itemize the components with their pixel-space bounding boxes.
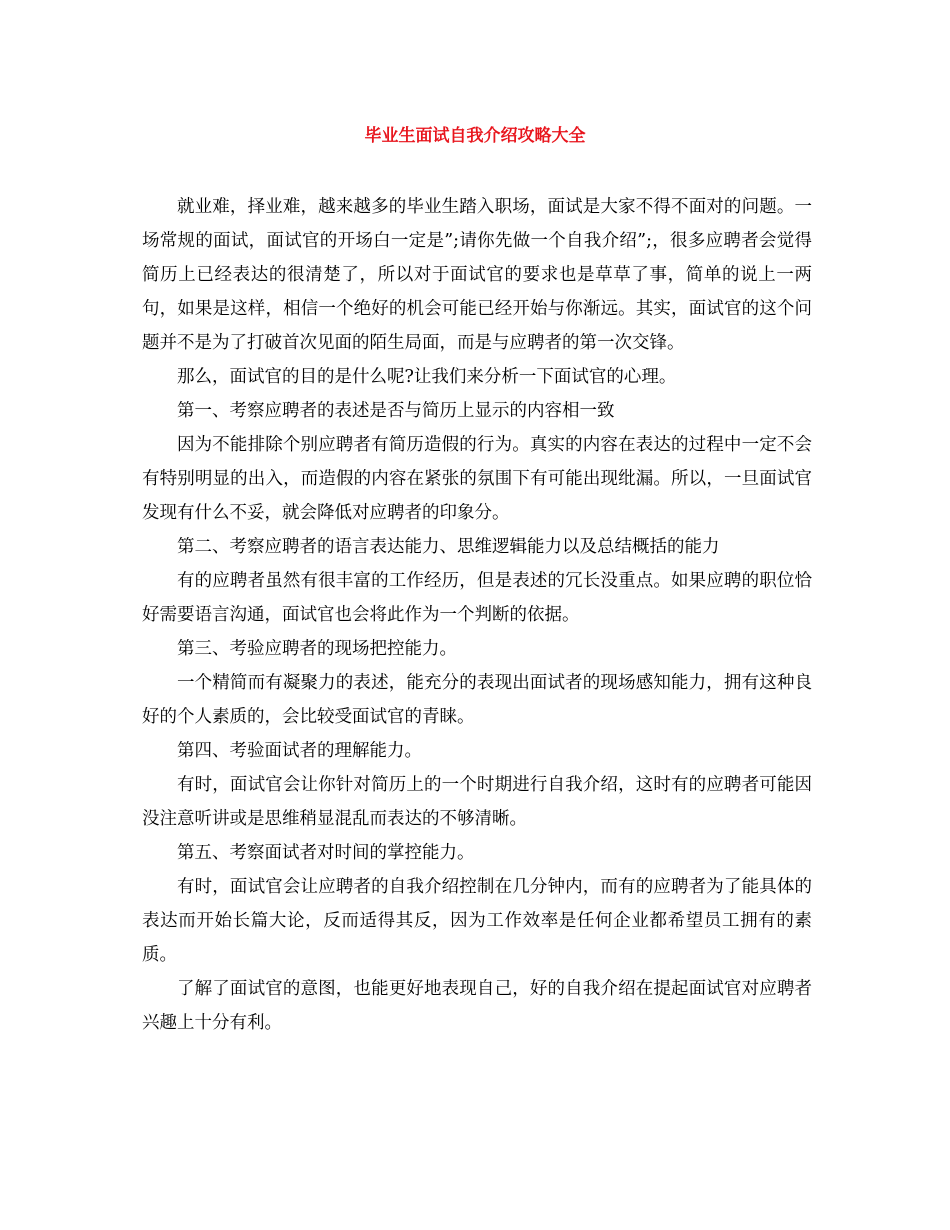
- paragraph-conclusion: 了解了面试官的意图，也能更好地表现自己，好的自我介绍在提起面试官对应聘者兴趣上十分有利。: [142, 979, 812, 1033]
- paragraph-point-4: 有时，面试官会让你针对简历上的一个时期进行自我介绍，这时有的应聘者可能因没注意听讲或是思维稍显混乱而表达的不够清晰。: [142, 775, 812, 829]
- paragraph-point-2: 有的应聘者虽然有很丰富的工作经历，但是表述的冗长没重点。如果应聘的职位恰好需要语言沟通，面试官也会将此作为一个判断的依据。: [142, 571, 812, 625]
- heading-point-3: 第三、考验应聘者的现场把控能力。: [177, 639, 457, 659]
- heading-point-2: 第二、考察应聘者的语言表达能力、思维逻辑能力以及总结概括的能力: [177, 537, 720, 557]
- paragraph-point-1: 因为不能排除个别应聘者有简历造假的行为。真实的内容在表达的过程中一定不会有特别明显的出入，而造假的内容在紧张的氛围下有可能出现纰漏。所以，一旦面试官发现有什么不妥，就会降低对应聘者的印象分。: [142, 435, 812, 523]
- document-body: [142, 190, 812, 1040]
- heading-point-4: 第四、考验面试者的理解能力。: [177, 741, 422, 761]
- paragraph-question: 那么，面试官的目的是什么呢?让我们来分析一下面试官的心理。: [177, 367, 677, 387]
- heading-point-5: 第五、考察面试者对时间的掌控能力。: [177, 843, 475, 863]
- paragraph-intro: 就业难，择业难，越来越多的毕业生踏入职场，面试是大家不得不面对的问题。一场常规的面试，面试官的开场白一定是”;请你先做一个自我介绍”;，很多应聘者会觉得简历上已经表达的很清楚了，所以对于面试官的要求也是草草了事，简单的说上一两句，如果是这样，相信一个绝好的机会可能已经开始与你渐远。其实，面试官的这个问题并不是为了打破首次见面的陌生局面，而是与应聘者的第一次交锋。: [142, 197, 812, 353]
- heading-point-1: 第一、考察应聘者的表述是否与简历上显示的内容相一致: [177, 401, 615, 421]
- paragraph-point-5: 有时，面试官会让应聘者的自我介绍控制在几分钟内，而有的应聘者为了能具体的表达而开始长篇大论，反而适得其反，因为工作效率是任何企业都希望员工拥有的素质。: [142, 877, 812, 965]
- paragraph-point-3: 一个精简而有凝聚力的表述，能充分的表现出面试者的现场感知能力，拥有这种良好的个人素质的，会比较受面试官的青睐。: [142, 673, 812, 727]
- document-title: 毕业生面试自我介绍攻略大全: [364, 126, 586, 146]
